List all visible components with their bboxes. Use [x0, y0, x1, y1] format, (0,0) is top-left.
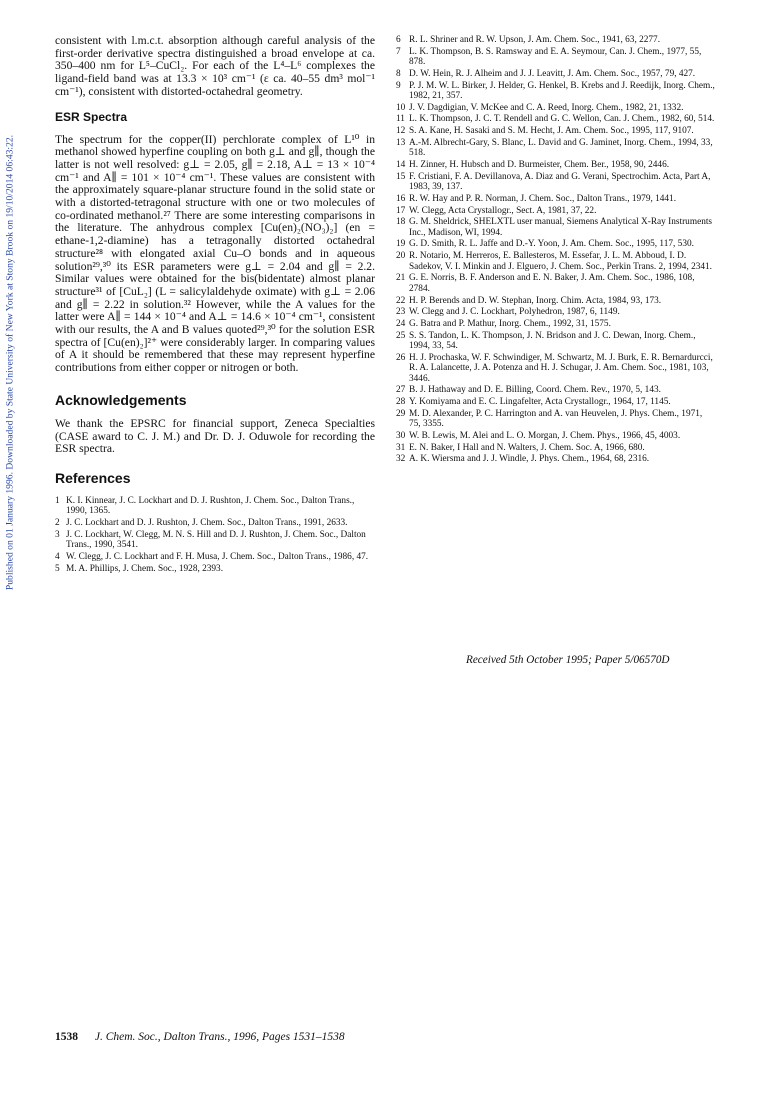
left-column [55, 35, 375, 575]
reference-number: 28 [396, 397, 406, 408]
reference-text: A. K. Wiersma and J. J. Windle, J. Phys. Chem., 1964, 68, 2316. [409, 454, 650, 465]
reference-text: J. C. Lockhart, W. Clegg, M. N. S. Hill and D. J. Rushton, J. Chem. Soc., Dalton Trans., 1990, 3541. [66, 529, 366, 551]
download-watermark [2, 70, 18, 660]
reference-text: W. Clegg, J. C. Lockhart and F. H. Musa, J. Chem. Soc., Dalton Trans., 1986, 47. [66, 552, 369, 563]
reference-number: 16 [396, 193, 406, 204]
reference-item [396, 206, 716, 217]
page-footer [55, 1031, 345, 1043]
reference-text: Y. Komiyama and E. C. Lingafelter, Acta Crystallogr., 1964, 17, 1145. [409, 397, 671, 408]
references-list-left [55, 496, 375, 574]
reference-number: 19 [396, 239, 406, 250]
reference-number: 6 [396, 35, 401, 45]
journal-citation: J. Chem. Soc., Dalton Trans., 1996, Pages 1531–1538 [94, 1031, 345, 1043]
reference-number: 25 [396, 330, 406, 341]
reference-number: 8 [396, 68, 401, 79]
reference-item [396, 431, 716, 442]
reference-item [396, 160, 716, 171]
reference-item [396, 114, 716, 125]
reference-item [396, 138, 716, 159]
paragraph-esr: The spectrum for the copper(II) perchlorate complex of L¹⁰ in methanol showed hyperfine coupling on both g⊥ and g∥, though the latter is not well resolved: g⊥ = 2.05, g∥ = 2.18, A⊥ = 13 × 10⁻⁴ cm⁻¹ and A∥ = 101 × 10⁻⁴ cm⁻¹. These values are consistent with the approximately square-planar structure found in the solid state or with a distorted-tetragonal structure with one or two molecules of co-ordinated methanol.²⁷ There are some interesting comparisons in the literature. The anhydrous complex [Cu(en)₂(NO₃)₂] (en = ethane-1,2-diamine) has a tetragonally distorted octahedral structure²⁸ with elongated axial Cu–O bonds and in aqueous solution²⁹,³⁰ its ESR parameters were g⊥ = 2.04 and g∥ = 2.2. Similar values were obtained for the bis(bidentate) almost planar structure³¹ of [CuL₂] (L = salicylaldehyde oximate) with g⊥ = 2.06 and g∥ = 2.22 in solution.³² However, while the A values for the latter were A∥ = 144 × 10⁻⁴ and A⊥ = 14.6 × 10⁻⁴ cm⁻¹, consistent with our results, the A and B values quoted²⁹,³⁰ for the solution ESR spectra of [Cu(en)₂]²⁺ were considerably larger. In comparing values of A it should be remembered that these may represent hyperfine contributions from either copper or nitrogen or both. [55, 132, 375, 375]
reference-text: S. A. Kane, H. Sasaki and S. M. Hecht, J. Am. Chem. Soc., 1995, 117, 9107. [409, 126, 694, 137]
reference-item [55, 530, 375, 551]
reference-item [396, 251, 716, 272]
reference-number: 7 [396, 46, 401, 57]
reference-text: J. V. Dagdigian, V. McKee and C. A. Reed, Inorg. Chem., 1982, 21, 1332. [409, 102, 684, 113]
reference-item [396, 385, 716, 396]
reference-item [55, 518, 375, 529]
reference-item [396, 35, 716, 46]
reference-number: 26 [396, 352, 406, 363]
reference-text: W. B. Lewis, M. Alei and L. O. Morgan, J. Chem. Phys., 1966, 45, 4003. [409, 431, 681, 441]
reference-item [55, 564, 375, 575]
reference-text: J. C. Lockhart and D. J. Rushton, J. Chem. Soc., Dalton Trans., 1991, 2633. [66, 518, 348, 529]
reference-item [396, 296, 716, 307]
reference-number: 31 [396, 442, 406, 453]
reference-text: R. L. Shriner and R. W. Upson, J. Am. Chem. Soc., 1941, 63, 2277. [409, 35, 661, 45]
esr-spectra-heading: ESR Spectra [55, 109, 128, 124]
reference-item [396, 81, 716, 102]
page-number: 1538 [55, 1031, 78, 1043]
reference-text: M. D. Alexander, P. C. Harrington and A. van Heuvelen, J. Phys. Chem., 1971, 75, 3355. [409, 408, 703, 430]
reference-number: 11 [396, 114, 405, 125]
reference-item [396, 319, 716, 330]
reference-item [396, 273, 716, 294]
reference-number: 3 [55, 529, 60, 540]
references-list-right [396, 35, 716, 465]
reference-text: G. E. Norris, B. F. Anderson and E. N. Baker, J. Am. Chem. Soc., 1986, 108, 2784. [409, 273, 695, 294]
reference-text: W. Clegg and J. C. Lockhart, Polyhedron, 1987, 6, 1149. [409, 307, 620, 318]
reference-number: 27 [396, 385, 406, 396]
reference-text: S. S. Tandon, L. K. Thompson, J. N. Bridson and J. C. Dewan, Inorg. Chem., 1994, 33, 54. [409, 330, 696, 352]
reference-text: L. K. Thompson, J. C. T. Rendell and G. C. Wellon, Can. J. Chem., 1982, 60, 514. [409, 114, 715, 125]
reference-text: P. J. M. W. L. Birker, J. Helder, G. Henkel, B. Krebs and J. Reedijk, Inorg. Chem., 1982, 21, 357. [409, 80, 715, 102]
reference-item [396, 397, 716, 408]
reference-number: 15 [396, 171, 406, 182]
received-date: Received 5th October 1995; Paper 5/06570D [466, 654, 670, 666]
acknowledgements-text: We thank the EPSRC for financial support, Zeneca Specialties (CASE award to C. J. M.) and Dr. D. J. Oduwole for recording the ESR spectra. [55, 416, 375, 456]
reference-text: W. Clegg, Acta Crystallogr., Sect. A, 1981, 37, 22. [409, 205, 597, 216]
reference-number: 24 [396, 318, 406, 329]
references-heading: References [55, 469, 131, 486]
reference-item [396, 172, 716, 193]
reference-number: 22 [396, 295, 406, 306]
reference-number: 29 [396, 408, 406, 419]
reference-item [396, 69, 716, 80]
reference-text: E. N. Baker, I Hall and N. Walters, J. Chem. Soc. A, 1966, 680. [409, 442, 645, 453]
reference-item [396, 47, 716, 68]
reference-number: 14 [396, 160, 406, 170]
reference-number: 1 [55, 495, 60, 506]
reference-number: 13 [396, 137, 406, 148]
reference-number: 21 [396, 273, 406, 284]
reference-text: F. Cristiani, F. A. Devillanova, A. Diaz and G. Verani, Spectrochim. Acta, Part A, 1983, 39, 137. [409, 171, 711, 193]
reference-number: 12 [396, 126, 406, 137]
reference-number: 2 [55, 518, 60, 529]
reference-number: 32 [396, 454, 406, 465]
reference-text: H. J. Prochaska, W. F. Schwindiger, M. Schwartz, M. J. Burk, E. R. Bernardurcci, R. A. Lalancette, J. A. Potenza and H. J. Schugar, J. Am. Chem. Soc., 1981, 103, 3446. [409, 352, 713, 384]
reference-text: K. I. Kinnear, J. C. Lockhart and D. J. Rushton, J. Chem. Soc., Dalton Trans., 1990, 1365. [66, 495, 355, 517]
reference-number: 4 [55, 552, 60, 563]
acknowledgements-heading: Acknowledgements [55, 391, 187, 408]
reference-text: G. D. Smith, R. L. Jaffe and D.-Y. Yoon, J. Am. Chem. Soc., 1995, 117, 530. [409, 239, 694, 250]
reference-text: G. M. Sheldrick, SHELXTL user manual, Siemens Analytical X-Ray Instruments Inc., Madison, WI, 1994. [409, 217, 713, 238]
reference-text: B. J. Hathaway and D. E. Billing, Coord. Chem. Rev., 1970, 5, 143. [409, 385, 661, 396]
reference-item [396, 454, 716, 465]
paragraph-absorption: consistent with l.m.c.t. absorption although careful analysis of the first-order derivative spectra distinguished a broad envelope at ca. 350–400 nm for L⁵–CuCl₂. For each of the L⁴–L⁶ complexes the ligand-field band was at 13.3 × 10³ cm⁻¹ (ε ca. 40–55 dm³ mol⁻¹ cm⁻¹), consistent with distorted-octahedral geometry. [55, 34, 375, 98]
reference-item [396, 307, 716, 318]
reference-item [396, 194, 716, 205]
reference-text: R. Notario, M. Herreros, E. Ballesteros, M. Essefar, J. L. M. Abboud, I. D. Sadekov, V. I. Minkin and J. Elguero, J. Chem. Soc., Perkin Trans. 2, 1994, 2341. [409, 251, 713, 272]
reference-item [396, 331, 716, 352]
reference-item [396, 217, 716, 238]
reference-text: R. W. Hay and P. R. Norman, J. Chem. Soc., Dalton Trans., 1979, 1441. [409, 193, 677, 204]
reference-number: 9 [396, 80, 401, 91]
reference-item [55, 552, 375, 563]
reference-text: G. Batra and P. Mathur, Inorg. Chem., 1992, 31, 1575. [409, 318, 611, 329]
reference-item [55, 496, 375, 517]
reference-number: 18 [396, 217, 406, 228]
reference-text: A.-M. Albrecht-Gary, S. Blanc, L. David and G. Jaminet, Inorg. Chem., 1994, 33, 518. [409, 137, 713, 159]
reference-item [396, 126, 716, 137]
download-watermark-text: Published on 01 January 1996. Downloaded by State University of New York at Stony Brook on 19/10/2014 06:43:22. [4, 134, 16, 591]
right-column [396, 35, 716, 466]
reference-item [396, 443, 716, 454]
reference-text: D. W. Hein, R. J. Alheim and J. J. Leavitt, J. Am. Chem. Soc., 1957, 79, 427. [409, 68, 696, 79]
reference-item [396, 409, 716, 430]
reference-number: 20 [396, 251, 406, 262]
reference-text: M. A. Phillips, J. Chem. Soc., 1928, 2393. [66, 563, 224, 574]
reference-item [396, 353, 716, 385]
reference-number: 17 [396, 205, 406, 216]
reference-number: 10 [396, 102, 406, 113]
reference-item [396, 239, 716, 250]
reference-item [396, 103, 716, 114]
reference-number: 30 [396, 431, 406, 441]
reference-number: 23 [396, 307, 406, 318]
reference-number: 5 [55, 563, 60, 574]
reference-text: L. K. Thompson, B. S. Ramsway and E. A. Seymour, Can. J. Chem., 1977, 55, 878. [409, 46, 702, 68]
reference-text: H. P. Berends and D. W. Stephan, Inorg. Chim. Acta, 1984, 93, 173. [409, 295, 662, 306]
reference-text: H. Zinner, H. Hubsch and D. Burmeister, Chem. Ber., 1958, 90, 2446. [409, 160, 670, 170]
